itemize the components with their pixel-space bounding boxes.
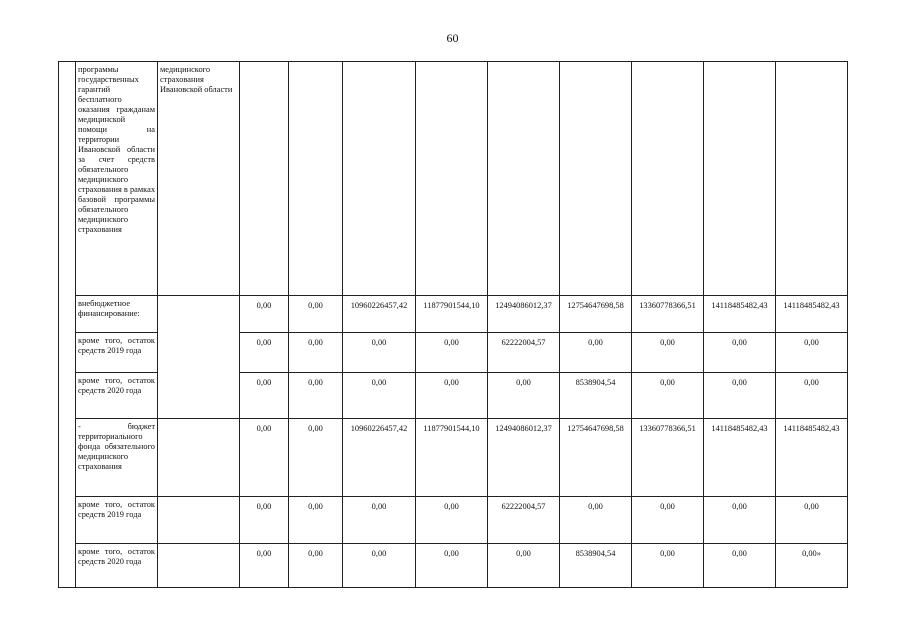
value-cell xyxy=(560,62,632,296)
executor-cell xyxy=(158,544,240,588)
page-number: 60 xyxy=(446,31,459,45)
value-cell xyxy=(240,62,289,296)
value-cell: 0,00 xyxy=(704,333,776,373)
value-cell: 10960226457,42 xyxy=(343,419,416,497)
value-cell xyxy=(416,62,488,296)
value-cell: 11877901544,10 xyxy=(416,419,488,497)
value-cell: 0,00 xyxy=(343,497,416,544)
value-cell: 8538904,54 xyxy=(560,373,632,419)
value-cell: 12754647698,58 xyxy=(560,296,632,333)
value-cell: 0,00 xyxy=(632,544,704,588)
executor-cell: медицинского страхования Ивановской области xyxy=(158,62,240,296)
value-cell xyxy=(488,62,560,296)
value-cell xyxy=(289,62,343,296)
value-cell: 0,00 xyxy=(289,419,343,497)
row-label: кроме того, остаток средств 2020 года xyxy=(76,544,158,588)
value-cell: 11877901544,10 xyxy=(416,296,488,333)
table-row xyxy=(59,544,848,588)
row-label: кроме того, остаток средств 2019 года xyxy=(76,497,158,544)
table-row xyxy=(59,296,848,333)
value-cell: 0,00 xyxy=(240,544,289,588)
value-cell: 0,00» xyxy=(776,544,848,588)
value-cell: 12754647698,58 xyxy=(560,419,632,497)
value-cell xyxy=(704,62,776,296)
value-cell: 0,00 xyxy=(343,373,416,419)
value-cell: 0,00 xyxy=(240,497,289,544)
value-cell: 0,00 xyxy=(343,544,416,588)
value-cell: 0,00 xyxy=(416,497,488,544)
row-label: кроме того, остаток средств 2020 года xyxy=(76,373,158,419)
value-cell: 0,00 xyxy=(240,419,289,497)
executor-cell xyxy=(158,296,240,419)
value-cell: 62222004,57 xyxy=(488,497,560,544)
value-cell: 14118485482,43 xyxy=(704,296,776,333)
value-cell: 12494086012,37 xyxy=(488,419,560,497)
value-cell: 0,00 xyxy=(632,497,704,544)
row-label: - бюджет территориального фонда обязательного медицинского страхования xyxy=(76,419,158,497)
program-name-cell: программы государственных гарантий бесплатного оказания гражданам медицинской помощи на территории Ивановской области за счет средств обязательного медицинского страхования в рамках базовой программы обязательного медицинского страхования xyxy=(76,62,158,296)
value-cell: 14118485482,43 xyxy=(704,419,776,497)
value-cell: 0,00 xyxy=(488,544,560,588)
value-cell: 14118485482,43 xyxy=(776,419,848,497)
value-cell: 0,00 xyxy=(488,373,560,419)
value-cell: 0,00 xyxy=(416,333,488,373)
value-cell: 0,00 xyxy=(704,373,776,419)
value-cell: 12494086012,37 xyxy=(488,296,560,333)
value-cell: 0,00 xyxy=(632,373,704,419)
table-row xyxy=(59,419,848,497)
value-cell: 0,00 xyxy=(289,373,343,419)
value-cell xyxy=(343,62,416,296)
value-cell xyxy=(776,62,848,296)
value-cell: 0,00 xyxy=(289,544,343,588)
value-cell: 0,00 xyxy=(240,373,289,419)
index-cell xyxy=(59,62,76,588)
value-cell: 0,00 xyxy=(776,333,848,373)
table-row xyxy=(59,62,848,296)
value-cell: 0,00 xyxy=(416,373,488,419)
value-cell xyxy=(632,62,704,296)
executor-cell xyxy=(158,419,240,497)
row-label: кроме того, остаток средств 2019 года xyxy=(76,333,158,373)
value-cell: 0,00 xyxy=(560,333,632,373)
budget-table xyxy=(58,61,848,588)
value-cell: 0,00 xyxy=(240,296,289,333)
value-cell: 0,00 xyxy=(289,333,343,373)
value-cell: 0,00 xyxy=(776,497,848,544)
value-cell: 0,00 xyxy=(632,333,704,373)
value-cell: 14118485482,43 xyxy=(776,296,848,333)
value-cell: 0,00 xyxy=(240,333,289,373)
executor-cell xyxy=(158,497,240,544)
value-cell: 0,00 xyxy=(289,497,343,544)
value-cell: 0,00 xyxy=(289,296,343,333)
value-cell: 10960226457,42 xyxy=(343,296,416,333)
value-cell: 0,00 xyxy=(704,497,776,544)
table-row xyxy=(59,497,848,544)
value-cell: 13360778366,51 xyxy=(632,296,704,333)
value-cell: 0,00 xyxy=(560,497,632,544)
value-cell: 0,00 xyxy=(776,373,848,419)
value-cell: 62222004,57 xyxy=(488,333,560,373)
value-cell: 0,00 xyxy=(343,333,416,373)
row-label: внебюджетное финансирование: xyxy=(76,296,158,333)
value-cell: 0,00 xyxy=(704,544,776,588)
value-cell: 8538904,54 xyxy=(560,544,632,588)
value-cell: 13360778366,51 xyxy=(632,419,704,497)
value-cell: 0,00 xyxy=(416,544,488,588)
